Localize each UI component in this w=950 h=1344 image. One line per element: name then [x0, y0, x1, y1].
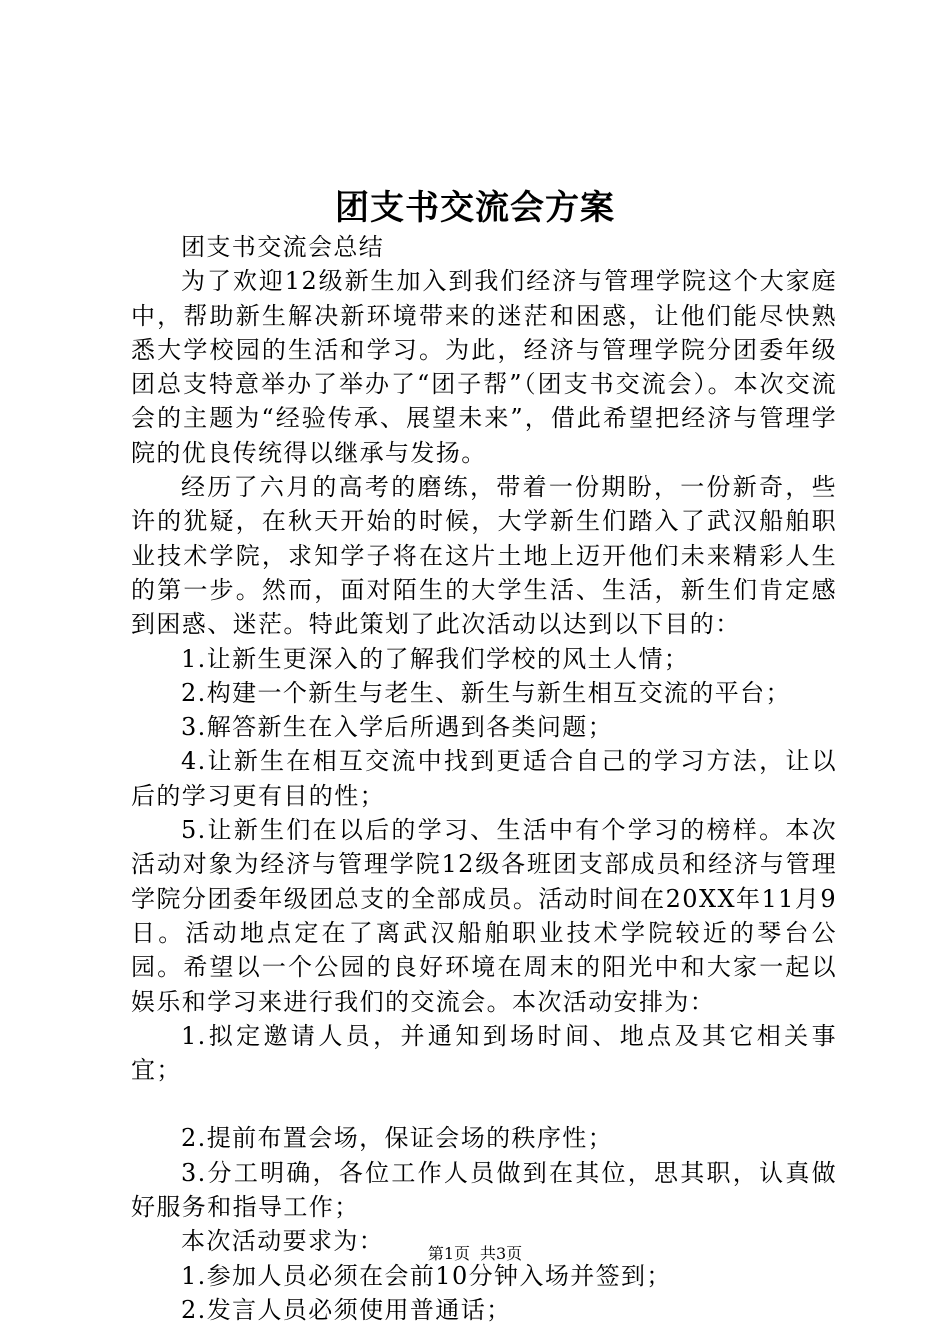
goal-item-2: 2.构建一个新生与老生、新生与新生相互交流的平台；: [181, 678, 791, 707]
paragraph-summary-heading: 团支书交流会总结: [181, 233, 385, 261]
arrangement-item-1: 1.拟定邀请人员，并通知到场时间、地点及其它相关事宜；: [131, 1021, 837, 1085]
requirements-heading: 本次活动要求为：: [181, 1227, 385, 1256]
document-body: [131, 230, 837, 1327]
blank-line: [131, 1087, 837, 1121]
requirement-item-1: 1.参加人员必须在会前10分钟入场并签到；: [181, 1261, 672, 1290]
document-title: 团支书交流会方案: [335, 188, 615, 228]
goal-item-4: 4.让新生在相互交流中找到更适合自己的学习方法，让以后的学习更有目的性；: [131, 747, 837, 810]
paragraph-background: 经历了六月的高考的磨练，带着一份期盼，一份新奇，些许的犹疑，在秋天开始的时候，大学新生们踏入了武汉船舶职业技术学院，求知学子将在这片土地上迈开他们未来精彩人生的第一步。然而，面对陌生的大学生活、生活，新生们肯定感到困惑、迷茫。特此策划了此次活动以达到以下目的：: [131, 473, 837, 639]
paragraph-intro: 为了欢迎12级新生加入到我们经济与管理学院这个大家庭中，帮助新生解决新环境带来的迷茫和困惑，让他们能尽快熟悉大学校园的生活和学习。为此，经济与管理学院分团委年级团总支特意举办了举办了“团子帮”（团支书交流会）。本次交流会的主题为“经验传承、展望未来”，借此希望把经济与管理学院的优良传统得以继承与发扬。: [131, 267, 837, 467]
goal-item-1: 1.让新生更深入的了解我们学校的风土人情；: [181, 644, 690, 673]
arrangement-item-2: 2.提前布置会场，保证会场的秩序性；: [181, 1124, 614, 1153]
arrangement-item-3: 3.分工明确，各位工作人员做到在其位，思其职，认真做好服务和指导工作；: [131, 1158, 837, 1222]
page-footer: [0, 1243, 950, 1265]
page-total: 共3页: [480, 1244, 523, 1263]
page-number: 第1页: [427, 1244, 470, 1263]
goal-item-5: 5.让新生们在以后的学习、生活中有个学习的榜样。本次活动对象为经济与管理学院12级各班团支部成员和经济与管理学院分团委年级团总支的全部成员。活动时间在20XX年11月9日。活动地点定在了离武汉船舶职业技术学院较近的琴台公园。希望以一个公园的良好环境在周末的阳光中和大家一起以娱乐和学习来进行我们的交流会。本次活动安排为：: [131, 816, 837, 1016]
requirement-item-2: 2.发言人员必须使用普通话；: [181, 1295, 512, 1324]
goal-item-3: 3.解答新生在入学后所遇到各类问题；: [181, 713, 614, 742]
